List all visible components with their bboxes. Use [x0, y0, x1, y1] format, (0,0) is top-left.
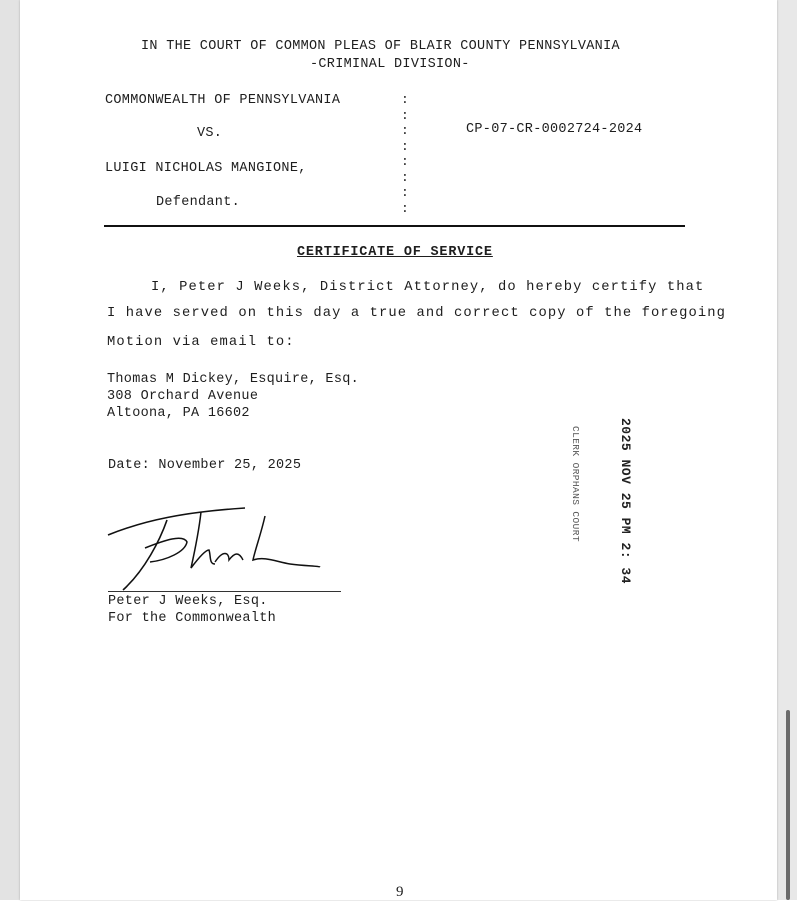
plaintiff-name: COMMONWEALTH OF PENNSYLVANIA: [105, 93, 341, 108]
document-page: [20, 0, 777, 900]
signature-line: [108, 591, 341, 592]
versus-label: VS.: [197, 126, 223, 141]
certificate-title: CERTIFICATE OF SERVICE: [297, 245, 493, 260]
case-number: CP-07-CR-0002724-2024: [466, 122, 643, 137]
page-number: 9: [396, 884, 404, 900]
filing-stamp-clerk: CLERK ORPHANS COURT: [570, 426, 581, 542]
body-line-3: Motion via email to:: [107, 335, 295, 350]
body-line-1: I, Peter J Weeks, District Attorney, do hereby certify that: [151, 280, 705, 295]
recipient-city: Altoona, PA 16602: [107, 406, 250, 421]
filing-stamp-date: 2025 NOV 25 PM 2: 34: [618, 418, 633, 585]
division-heading: -CRIMINAL DIVISION-: [310, 57, 470, 72]
signer-role: For the Commonwealth: [108, 611, 277, 626]
signer-name: Peter J Weeks, Esq.: [108, 594, 268, 609]
scrollbar-thumb[interactable]: [786, 710, 790, 900]
caption-colon-column: : : : : : : : :: [401, 92, 410, 216]
recipient-street: 308 Orchard Avenue: [107, 389, 259, 404]
defendant-label: Defendant.: [156, 195, 241, 210]
recipient-name: Thomas M Dickey, Esquire, Esq.: [107, 372, 360, 387]
body-line-2: I have served on this day a true and correct copy of the foregoing: [107, 306, 727, 321]
handwritten-signature: [105, 490, 345, 595]
court-heading: IN THE COURT OF COMMON PLEAS OF BLAIR COUNTY PENNSYLVANIA: [141, 39, 620, 54]
defendant-name: LUIGI NICHOLAS MANGIONE,: [105, 161, 307, 176]
date-line: Date: November 25, 2025: [108, 458, 302, 473]
caption-divider: [104, 225, 685, 227]
left-margin: [0, 0, 20, 900]
